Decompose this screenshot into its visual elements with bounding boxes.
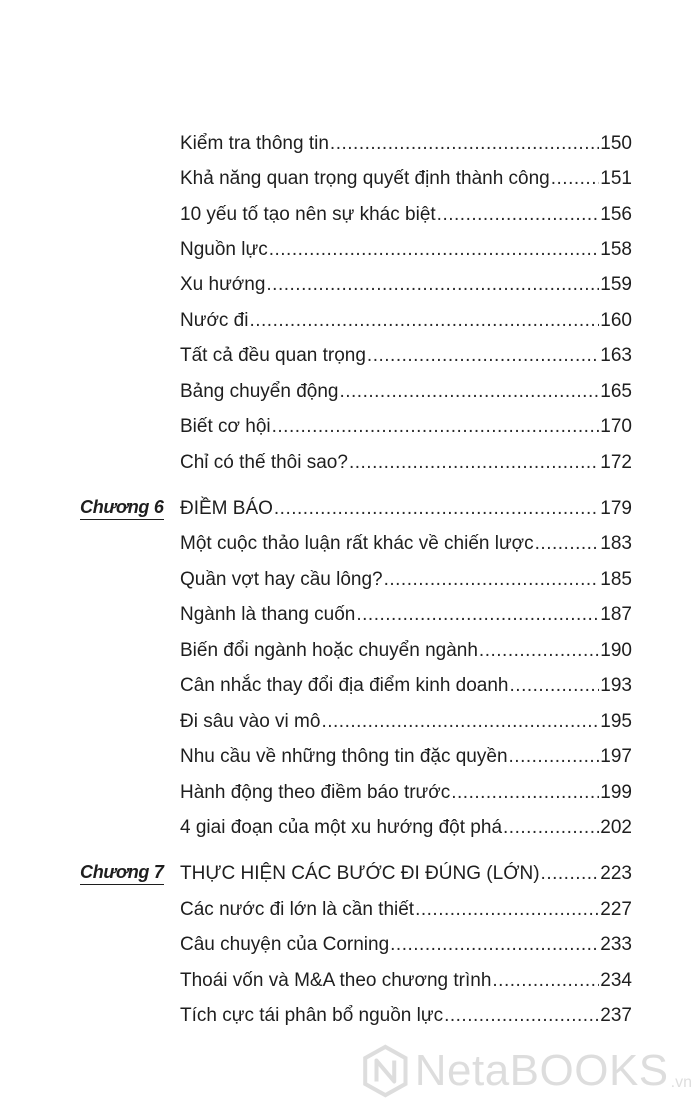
- toc-entry: Kiểm tra thông tin ..... 150: [180, 125, 632, 155]
- toc-entry: Quần vợt hay cầu lông? ..... 185: [180, 561, 632, 591]
- toc-entry: Tất cả đều quan trọng ..... 163: [180, 337, 632, 367]
- toc-entry: Câu chuyện của Corning ..... 233: [180, 926, 632, 956]
- toc-entry: Biết cơ hội ..... 170: [180, 408, 632, 438]
- toc-entry: Thoái vốn và M&A theo chương trình ..... 234: [180, 962, 632, 992]
- toc-entry: 10 yếu tố tạo nên sự khác biệt ..... 156: [180, 196, 632, 226]
- toc-entry: Cân nhắc thay đổi địa điểm kinh doanh ..... 193: [180, 667, 632, 697]
- toc-chapter-entry: ĐIỀM BÁO ..... 179: [180, 490, 632, 520]
- toc-entry: Nước đi ..... 160: [180, 302, 632, 332]
- toc-entry: Tích cực tái phân bổ nguồn lực ..... 237: [180, 997, 632, 1027]
- toc-entry: Biến đổi ngành hoặc chuyển ngành ..... 190: [180, 632, 632, 662]
- toc-chapter-entry: THỰC HIỆN CÁC BƯỚC ĐI ĐÚNG (LỚN) ..... 223: [180, 855, 632, 885]
- watermark-tld: .vn: [670, 1074, 692, 1091]
- toc-entry: Chỉ có thế thôi sao? ..... 172: [180, 444, 632, 474]
- chapter-label-6: Chương 6: [80, 490, 164, 520]
- toc-entry: Bảng chuyển động ..... 165: [180, 373, 632, 403]
- toc-entry: Đi sâu vào vi mô ..... 195: [180, 703, 632, 733]
- toc-entry: Nguồn lực ..... 158: [180, 231, 632, 261]
- toc-entry: Các nước đi lớn là cần thiết ..... 227: [180, 891, 632, 921]
- toc-entry: Một cuộc thảo luận rất khác về chiến lược ..... 183: [180, 525, 632, 555]
- toc-entry: Xu hướng ..... 159: [180, 266, 632, 296]
- toc-entry: Khả năng quan trọng quyết định thành công ..... 151: [180, 160, 632, 190]
- toc-entry: 4 giai đoạn của một xu hướng đột phá ..... 202: [180, 809, 632, 839]
- chapter-label-7: Chương 7: [80, 855, 164, 885]
- watermark-brand: NetaBOOKS: [414, 1046, 669, 1095]
- toc-entry: Ngành là thang cuốn ..... 187: [180, 596, 632, 626]
- toc-entry: Hành động theo điềm báo trước ..... 199: [180, 774, 632, 804]
- toc-entry: Nhu cầu về những thông tin đặc quyền ..... 197: [180, 738, 632, 768]
- netabooks-logo-icon: [362, 1038, 409, 1104]
- watermark: [362, 1036, 692, 1106]
